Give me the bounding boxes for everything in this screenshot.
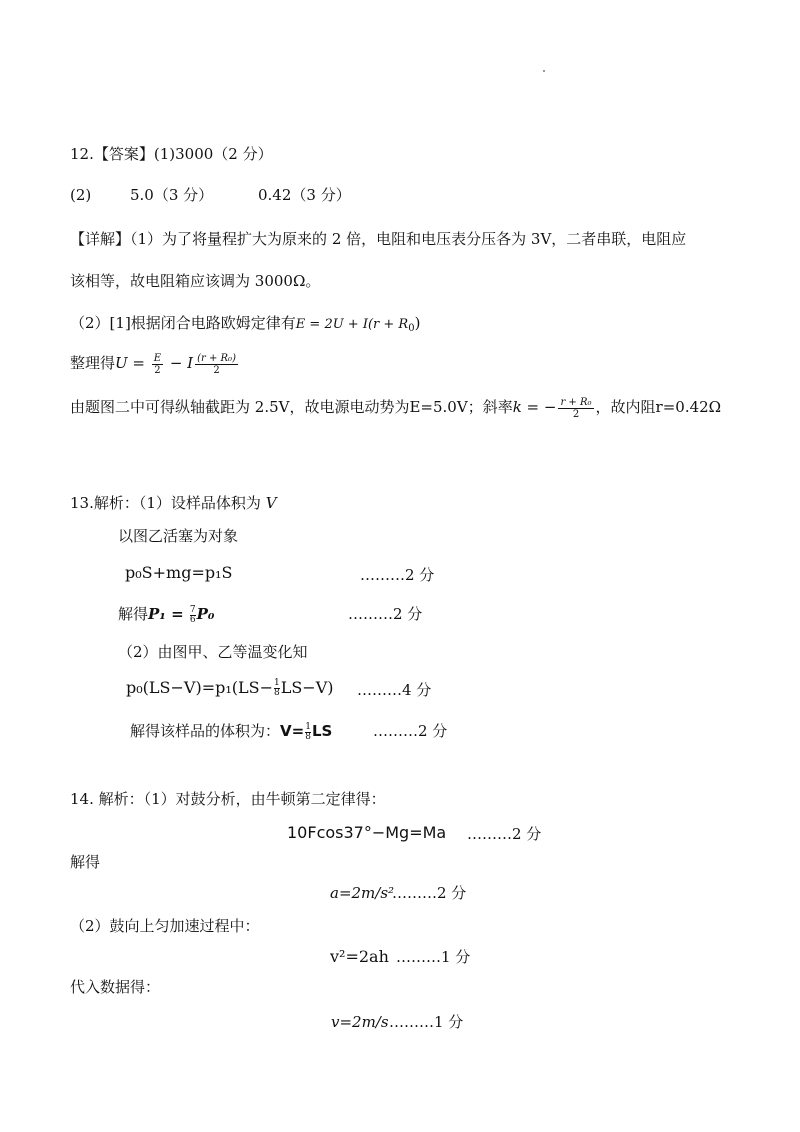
frac-numerator: 1 (305, 721, 311, 732)
q14-score4: ………1 分 (389, 1013, 464, 1031)
q14-eq2-text: a=2m/s² (330, 884, 395, 902)
q12-ohm-law-equation: E = 2U + I(r + R (295, 317, 409, 332)
q12-arrange-text: 整理得 (70, 354, 116, 372)
q14-score2: ………2 分 (392, 884, 467, 902)
frac-numerator: (r + R₀) (197, 352, 236, 364)
q13-eq2-a: p₀(LS−V)=p₁(LS− (126, 678, 273, 697)
q13-volume-frac (305, 723, 311, 742)
q12-part2-value2: 0.42（3 分） (258, 186, 351, 204)
q14-equation4 (331, 1011, 389, 1033)
q13-volume-text: 解得该样品的体积为： (130, 722, 281, 740)
q12-result-frac (558, 397, 593, 420)
q13-equation2 (126, 676, 334, 700)
frac-numerator: E (153, 352, 162, 364)
q13-object-text: 以图乙活塞为对象 (118, 527, 239, 545)
q13-volume-eq: V= (280, 722, 305, 740)
frac-numerator: r + R₀ (560, 396, 592, 408)
q12-result-r: r=0.42Ω (655, 398, 722, 416)
q12-ohm-law-line (70, 312, 420, 340)
q13-score3: ………4 分 (357, 681, 432, 699)
q12-detail-line1: 【详解】（1）为了将量程扩大为原来的 2 倍，电阻和电压表分压各为 3V，二者串联，电阻应 (70, 230, 687, 248)
q13-volume-ls: LS (311, 722, 333, 740)
q14-heading: 14. 解析：（1）对鼓分析，由牛顿第二定律得： (70, 790, 386, 808)
q13-solve-frac (190, 606, 196, 625)
frac-denominator: 2 (213, 364, 220, 376)
q13-equation1: p₀S+mg=p₁S (125, 563, 233, 582)
q13-solve-line (118, 602, 214, 626)
q12-answer-heading: 12.【答案】(1)3000（2 分） (70, 145, 273, 163)
frac-denominator: 8 (305, 731, 311, 742)
q13-part2-text: （2）由图甲、乙等温变化知 (118, 643, 308, 661)
q14-score3: ………1 分 (396, 948, 471, 966)
scan-speck (543, 70, 545, 72)
q13-solve-lhs: P₁ = (148, 605, 189, 623)
q13-volume-line (130, 719, 332, 743)
q12-result-text-c: ，故内阻 (595, 398, 656, 416)
q12-arrange-u: U = (115, 354, 150, 372)
q13-eq2-b: LS−V) (280, 678, 334, 697)
q13-score2: ………2 分 (348, 605, 423, 623)
q12-result-text-a: 由题图二中可得纵轴截距为 2.5V，故电源电动势为 (70, 398, 410, 416)
q12-arrange-frac-r (195, 353, 238, 376)
q13-score4: ………2 分 (373, 722, 448, 740)
q14-eq4-text: v=2m/s (331, 1013, 389, 1031)
q13-score1: ………2 分 (360, 566, 435, 584)
q13-heading-v: V (265, 494, 277, 512)
q13-solve-text: 解得 (118, 605, 149, 623)
q12-result-text-b: ；斜率 (467, 398, 513, 416)
q13-heading-text: 13.解析：（1）设样品体积为 (70, 494, 261, 512)
q12-result-line (70, 394, 721, 420)
q14-equation1: 10Fcos37°−Mg=Ma (287, 823, 447, 842)
q12-arrange-frac-e (152, 353, 163, 376)
frac-denominator: 8 (273, 688, 280, 698)
q12-ohm-law-close: ) (414, 314, 421, 332)
q12-detail-line2: 该相等，故电阻箱应该调为 3000Ω。 (70, 272, 321, 290)
frac-numerator: 7 (189, 604, 196, 615)
q14-equation3: v²=2ah (330, 947, 389, 966)
q14-solve-text: 解得 (70, 853, 101, 871)
q12-part2-value1: 5.0（3 分） (130, 186, 214, 204)
frac-denominator: 2 (572, 408, 580, 420)
q12-arrange-line (70, 350, 240, 376)
q13-eq2-frac (274, 679, 280, 698)
q12-part2-label: (2) (70, 186, 92, 204)
q13-heading (70, 492, 277, 514)
q14-equation2 (330, 882, 394, 904)
frac-denominator: 6 (189, 614, 196, 625)
frac-denominator: 2 (154, 364, 161, 376)
q12-result-emf: E=5.0V (409, 398, 468, 416)
q12-ohm-law-text: （2）[1]根据闭合电路欧姆定律有 (70, 314, 296, 332)
q13-solve-rhs: P₀ (196, 605, 215, 623)
q12-ohm-law-subscript: 0 (408, 323, 415, 334)
q12-arrange-minus-i: − I (165, 354, 194, 372)
q12-result-k: k = − (512, 398, 557, 416)
q14-substitute-text: 代入数据得： (70, 978, 161, 996)
q14-part2-text: （2）鼓向上匀加速过程中： (70, 917, 260, 935)
q14-score1: ………2 分 (467, 825, 542, 843)
frac-numerator: 1 (273, 678, 280, 688)
